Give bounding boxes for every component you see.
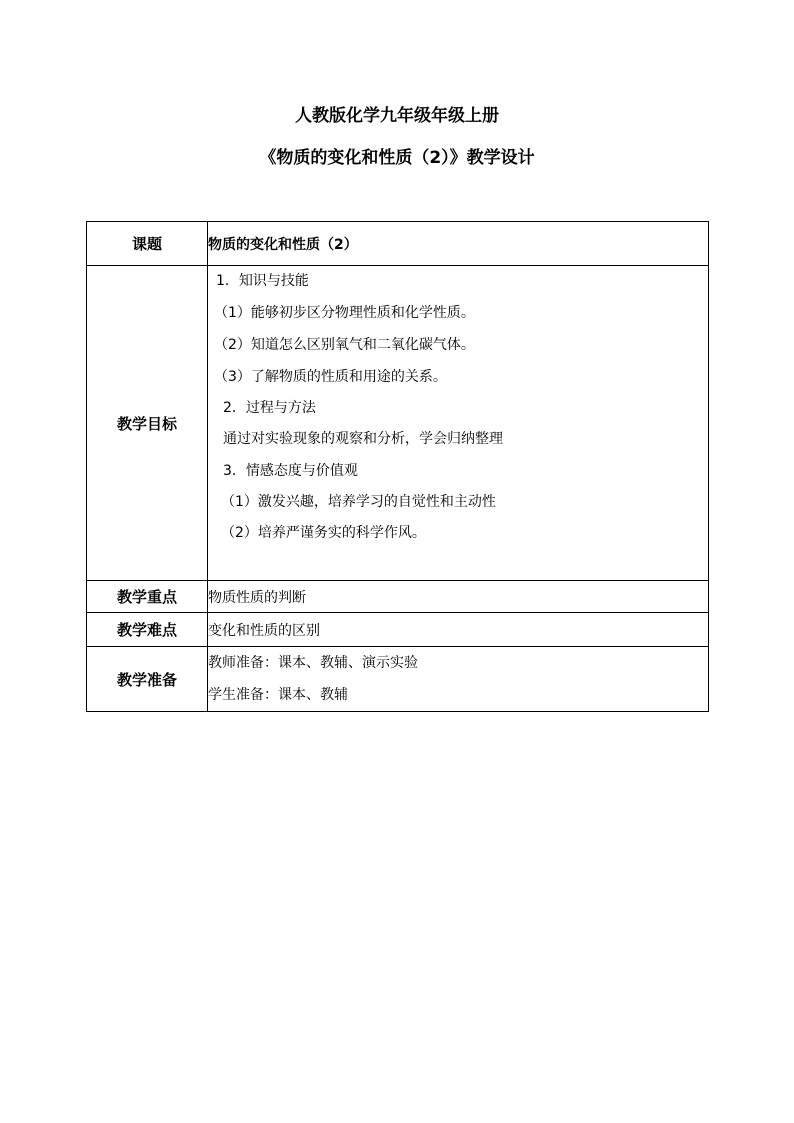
document-subtitle: 《物质的变化和性质（2）》教学设计 bbox=[259, 148, 535, 168]
goal-line: （1）激发兴趣，培养学习的自觉性和主动性 bbox=[221, 494, 496, 510]
preparation-line: 教师准备：课本、教辅、演示实验 bbox=[208, 655, 418, 671]
table-row-goals bbox=[87, 266, 709, 581]
goal-line: （1）能够初步区分物理性质和化学性质。 bbox=[214, 305, 475, 321]
goal-line: 3．情感态度与价值观 bbox=[223, 463, 358, 479]
table-row-difficulty bbox=[87, 613, 709, 647]
goal-line: 2．过程与方法 bbox=[223, 400, 316, 416]
preparation-cell bbox=[208, 647, 709, 712]
goals-label: 教学目标 bbox=[87, 266, 208, 581]
goals-cell bbox=[208, 266, 709, 581]
preparation-label: 教学准备 bbox=[87, 647, 208, 712]
table-row-preparation bbox=[87, 647, 709, 712]
goal-line: （3）了解物质的性质和用途的关系。 bbox=[214, 369, 447, 385]
topic-value: 物质的变化和性质（2） bbox=[208, 222, 709, 266]
document-title: 人教版化学九年级年级上册 bbox=[295, 106, 499, 126]
preparation-line: 学生准备：课本、教辅 bbox=[208, 687, 348, 703]
table-row-focus bbox=[87, 581, 709, 613]
goal-line: （2）知道怎么区别氧气和二氧化碳气体。 bbox=[214, 337, 475, 353]
difficulty-label: 教学难点 bbox=[87, 613, 208, 647]
table-row-topic bbox=[87, 222, 709, 266]
focus-label: 教学重点 bbox=[87, 581, 208, 613]
goal-line: （2）培养严谨务实的科学作风。 bbox=[221, 525, 426, 541]
focus-value: 物质性质的判断 bbox=[208, 581, 709, 613]
goals-list bbox=[208, 266, 708, 580]
topic-label: 课题 bbox=[87, 222, 208, 266]
lesson-plan-table bbox=[86, 221, 709, 712]
goal-line: 1．知识与技能 bbox=[216, 273, 309, 289]
difficulty-value: 变化和性质的区别 bbox=[208, 613, 709, 647]
goal-line: 通过对实验现象的观察和分析，学会归纳整理 bbox=[223, 431, 503, 447]
